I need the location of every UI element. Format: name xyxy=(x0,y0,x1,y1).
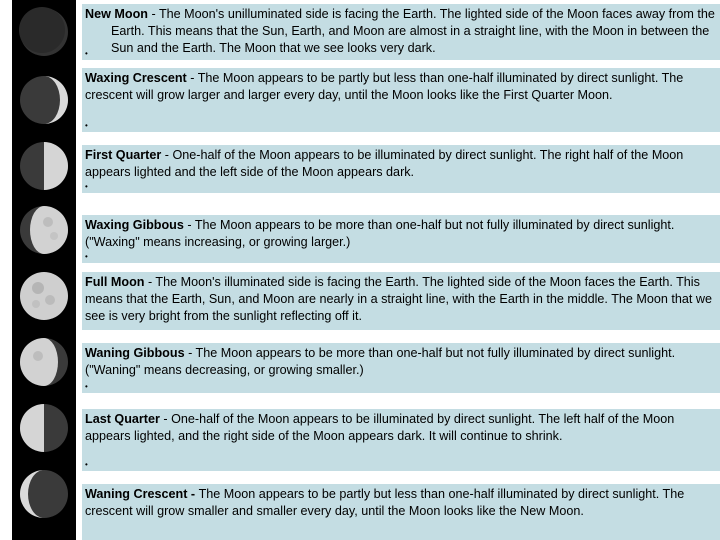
phase-description: The Moon's unilluminated side is facing the Earth. The lighted side of the Moon faces away from the Earth. This means that the Sun, Earth, and Moon are almost in a straight line, with the Moon in between the Sun and the Earth. The Moon that we see looks very dark. xyxy=(111,7,715,55)
phase-description: The Moon appears to be more than one-half but not fully illuminated by direct sunlight. ("Waning" means decreasing, or growing smaller.) xyxy=(85,346,676,377)
phase-row-waning-gibbous: Waning Gibbous - The Moon appears to be more than one-half but not fully illuminated by direct sunlight. ("Waning" means decreasing, or growing smaller.) • xyxy=(82,343,720,393)
waning-gibbous-icon xyxy=(18,336,70,388)
last-quarter-icon xyxy=(18,402,70,454)
phase-row-waxing-crescent: Waxing Crescent - The Moon appears to be partly but less than one-half illuminated by direct sunlight. The crescent will grow larger and larger every day, until the Moon looks like the First Quarter Moon. • xyxy=(82,68,720,132)
phase-term: Full Moon xyxy=(85,275,145,289)
phase-description: The Moon's illuminated side is facing the Earth. The lighted side of the Moon faces the Earth. This means that the Earth, Sun, and Moon are nearly in a straight line, with the Earth in the middle. The Moon that we see is very bright from the sunlight reflecting off it. xyxy=(85,275,713,323)
phase-row-new-moon: New Moon - The Moon's unilluminated side is facing the Earth. The lighted side of the Moon faces away from the Earth. This means that the Sun, Earth, and Moon are almost in a straight line, with the Moon in between the Sun and the Earth. The Moon that we see looks very dark. • xyxy=(82,4,720,60)
new-moon-icon xyxy=(18,6,70,58)
phase-description: One-half of the Moon appears to be illuminated by direct sunlight. The right half of the Moon appears lighted and the left side of the Moon appears dark. xyxy=(85,148,684,179)
phase-term: Waxing Gibbous xyxy=(85,218,184,232)
phase-row-full-moon: Full Moon - The Moon's illuminated side is facing the Earth. The lighted side of the Moon faces the Earth. This means that the Earth, Sun, and Moon are nearly in a straight line, with the Earth in the middle. The Moon that we see is very bright from the sunlight reflecting off it. xyxy=(82,272,720,330)
first-quarter-icon xyxy=(18,140,70,192)
phase-term: New Moon xyxy=(85,7,148,21)
row-marker: • xyxy=(85,182,88,191)
moon-phase-strip xyxy=(12,0,76,540)
phase-term: First Quarter xyxy=(85,148,162,162)
row-marker: • xyxy=(85,121,88,130)
phase-row-waning-crescent: Waning Crescent - The Moon appears to be partly but less than one-half illuminated by direct sunlight. The crescent will grow smaller and smaller every day, until the Moon looks like the New Moon. xyxy=(82,484,720,540)
phase-description: The Moon appears to be partly but less than one-half illuminated by direct sunlight. The crescent will grow larger and larger every day, until the Moon looks like the First Quarter Moon. xyxy=(85,71,684,102)
phase-description: One-half of the Moon appears to be illuminated by direct sunlight. The left half of the Moon appears lighted, and the right side of the Moon appears dark. It will continue to shrink. xyxy=(85,412,675,443)
phase-description: The Moon appears to be partly but less than one-half illuminated by direct sunlight. The crescent will grow smaller and smaller every day, until the Moon looks like the New Moon. xyxy=(85,487,685,518)
row-marker: • xyxy=(85,460,88,469)
row-marker: • xyxy=(85,49,88,58)
phase-term: Waning Gibbous xyxy=(85,346,185,360)
row-marker: • xyxy=(85,252,88,261)
phase-term: Waning Crescent xyxy=(85,487,188,501)
phase-description: The Moon appears to be more than one-half but not fully illuminated by direct sunlight. ("Waxing" means increasing, or growing larger.) xyxy=(85,218,675,249)
phase-row-first-quarter: First Quarter - One-half of the Moon appears to be illuminated by direct sunlight. The right half of the Moon appears lighted and the left side of the Moon appears dark. • xyxy=(82,145,720,193)
phase-term: Last Quarter xyxy=(85,412,160,426)
full-moon-icon xyxy=(18,270,70,322)
waning-crescent-icon xyxy=(18,468,70,520)
row-marker: • xyxy=(85,382,88,391)
waxing-crescent-icon xyxy=(18,74,70,126)
phase-row-last-quarter: Last Quarter - One-half of the Moon appears to be illuminated by direct sunlight. The left half of the Moon appears lighted, and the right side of the Moon appears dark. It will continue to shrink. • xyxy=(82,409,720,471)
waxing-gibbous-icon xyxy=(18,204,70,256)
phase-row-waxing-gibbous: Waxing Gibbous - The Moon appears to be more than one-half but not fully illuminated by direct sunlight. ("Waxing" means increasing, or growing larger.) • xyxy=(82,215,720,263)
phase-term: Waxing Crescent xyxy=(85,71,187,85)
